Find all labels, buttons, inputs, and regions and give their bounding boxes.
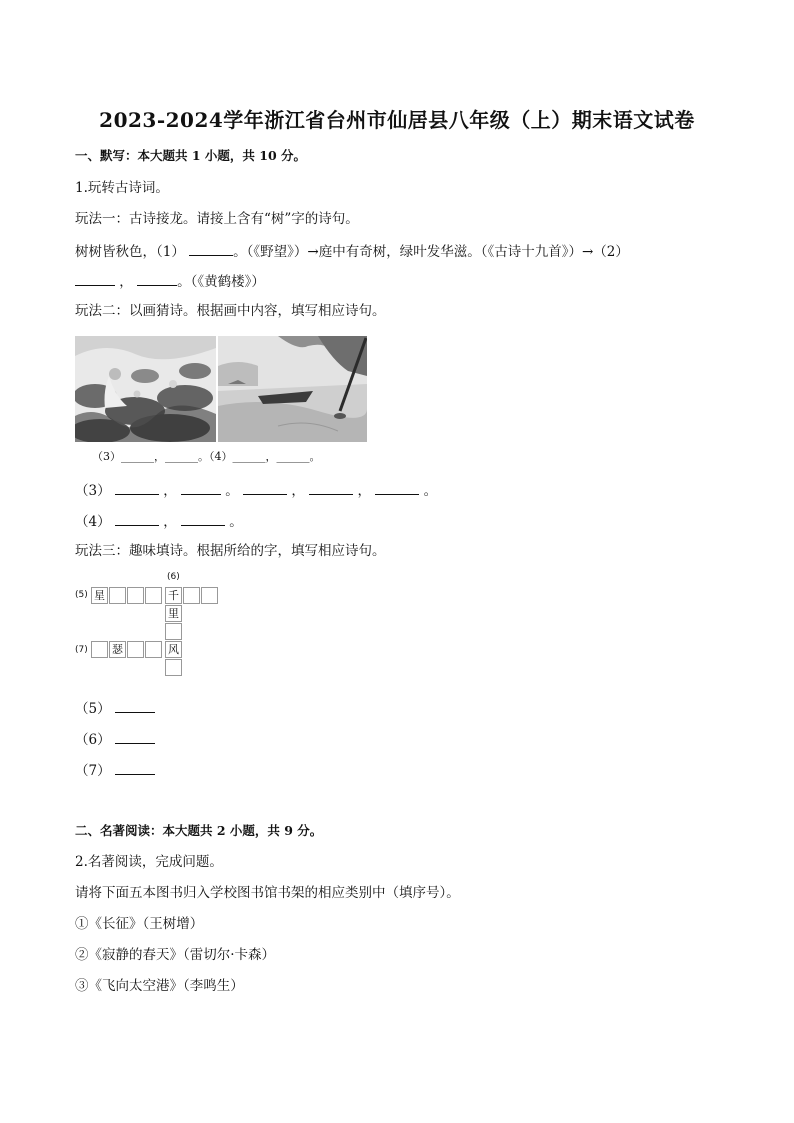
- answer-line-4: [75, 511, 243, 531]
- answer-blank-3c[interactable]: [243, 480, 287, 495]
- answer-blank-2b[interactable]: [137, 271, 177, 286]
- period: 。: [423, 483, 438, 499]
- answer-line-5: [75, 698, 155, 718]
- boat-shore-painting-image: [218, 336, 367, 442]
- answer-7-label: （7）: [75, 763, 111, 779]
- lotus-painting-image: [75, 336, 216, 442]
- answer-line-7: [75, 760, 155, 780]
- grid-cell: 里: [165, 605, 182, 622]
- period: 。: [229, 514, 243, 530]
- answer-blank-1[interactable]: [189, 241, 233, 256]
- play1-line-c: [75, 271, 265, 291]
- answer-5-label: （5）: [75, 701, 111, 717]
- grid-cell[interactable]: [165, 659, 182, 676]
- play1-title: 玩法一：古诗接龙。请接上含有“树”字的诗句。: [75, 211, 359, 227]
- answer-blank-4a[interactable]: [115, 511, 159, 526]
- question-2-instruction: 请将下面五本图书归入学校图书馆书架的相应类别中（填序号）。: [75, 885, 460, 901]
- grid-cell[interactable]: [165, 623, 182, 640]
- grid-cell: 千: [165, 587, 182, 604]
- grid-cell: 星: [91, 587, 108, 604]
- page-title: 2023-2024学年浙江省台州市仙居县八年级（上）期末语文试卷: [99, 108, 695, 132]
- grid-cell[interactable]: [145, 587, 162, 604]
- comma: ，: [119, 274, 133, 290]
- book-item: ①《长征》（王树增）: [75, 916, 204, 932]
- play3-title: 玩法三：趣味填诗。根据所给的字，填写相应诗句。: [75, 543, 386, 559]
- answer-blank-4b[interactable]: [181, 511, 225, 526]
- grid-cell[interactable]: [127, 587, 144, 604]
- answer-blank-7[interactable]: [115, 760, 155, 775]
- answer-blank-3e[interactable]: [375, 480, 419, 495]
- grid-label-6: (6): [167, 572, 180, 582]
- comma: ，: [163, 483, 177, 499]
- play1-text-a: 树树皆秋色，（1）: [75, 244, 185, 260]
- book-item: ③《飞向太空港》（李鸣生）: [75, 978, 244, 994]
- image-caption: （3）______，______。（4）______，______。: [92, 450, 321, 463]
- comma: ，: [163, 514, 177, 530]
- play1-text-b: 。（《野望》）→庭中有奇树，绿叶发华滋。（《古诗十九首》）→（2）: [233, 244, 629, 260]
- answer-blank-3b[interactable]: [181, 480, 221, 495]
- grid-cell[interactable]: [127, 641, 144, 658]
- grid-label-5: (5): [75, 590, 88, 600]
- grid-cell[interactable]: [201, 587, 218, 604]
- answer-blank-6[interactable]: [115, 729, 155, 744]
- comma: ，: [357, 483, 371, 499]
- answer-3-label: （3）: [75, 483, 111, 499]
- play1-text-c: 。（《黄鹤楼》）: [177, 274, 265, 290]
- answer-blank-5[interactable]: [115, 698, 155, 713]
- grid-cell: 瑟: [109, 641, 126, 658]
- grid-cell[interactable]: [109, 587, 126, 604]
- comma: ，: [291, 483, 305, 499]
- answer-4-label: （4）: [75, 514, 111, 530]
- play2-title: 玩法二：以画猜诗。根据画中内容，填写相应诗句。: [75, 303, 386, 319]
- answer-line-3: [75, 480, 437, 500]
- section1-header: 一、默写：本大题共 1 小题，共 10 分。: [75, 148, 307, 163]
- answer-blank-3a[interactable]: [115, 480, 159, 495]
- grid-cell[interactable]: [145, 641, 162, 658]
- play1-line-a: [75, 241, 629, 261]
- book-item: ②《寂静的春天》（雷切尔·卡森）: [75, 947, 276, 963]
- answer-blank-2a[interactable]: [75, 271, 115, 286]
- answer-6-label: （6）: [75, 732, 111, 748]
- grid-cell: 风: [165, 641, 182, 658]
- answer-blank-3d[interactable]: [309, 480, 353, 495]
- period: 。: [225, 483, 239, 499]
- grid-cell[interactable]: [183, 587, 200, 604]
- grid-label-7: (7): [75, 645, 88, 655]
- question-1-stem: 1.玩转古诗词。: [75, 180, 169, 196]
- section2-header: 二、名著阅读：本大题共 2 小题，共 9 分。: [75, 823, 323, 838]
- question-2-stem: 2.名著阅读，完成问题。: [75, 854, 223, 870]
- grid-cell[interactable]: [91, 641, 108, 658]
- answer-line-6: [75, 729, 155, 749]
